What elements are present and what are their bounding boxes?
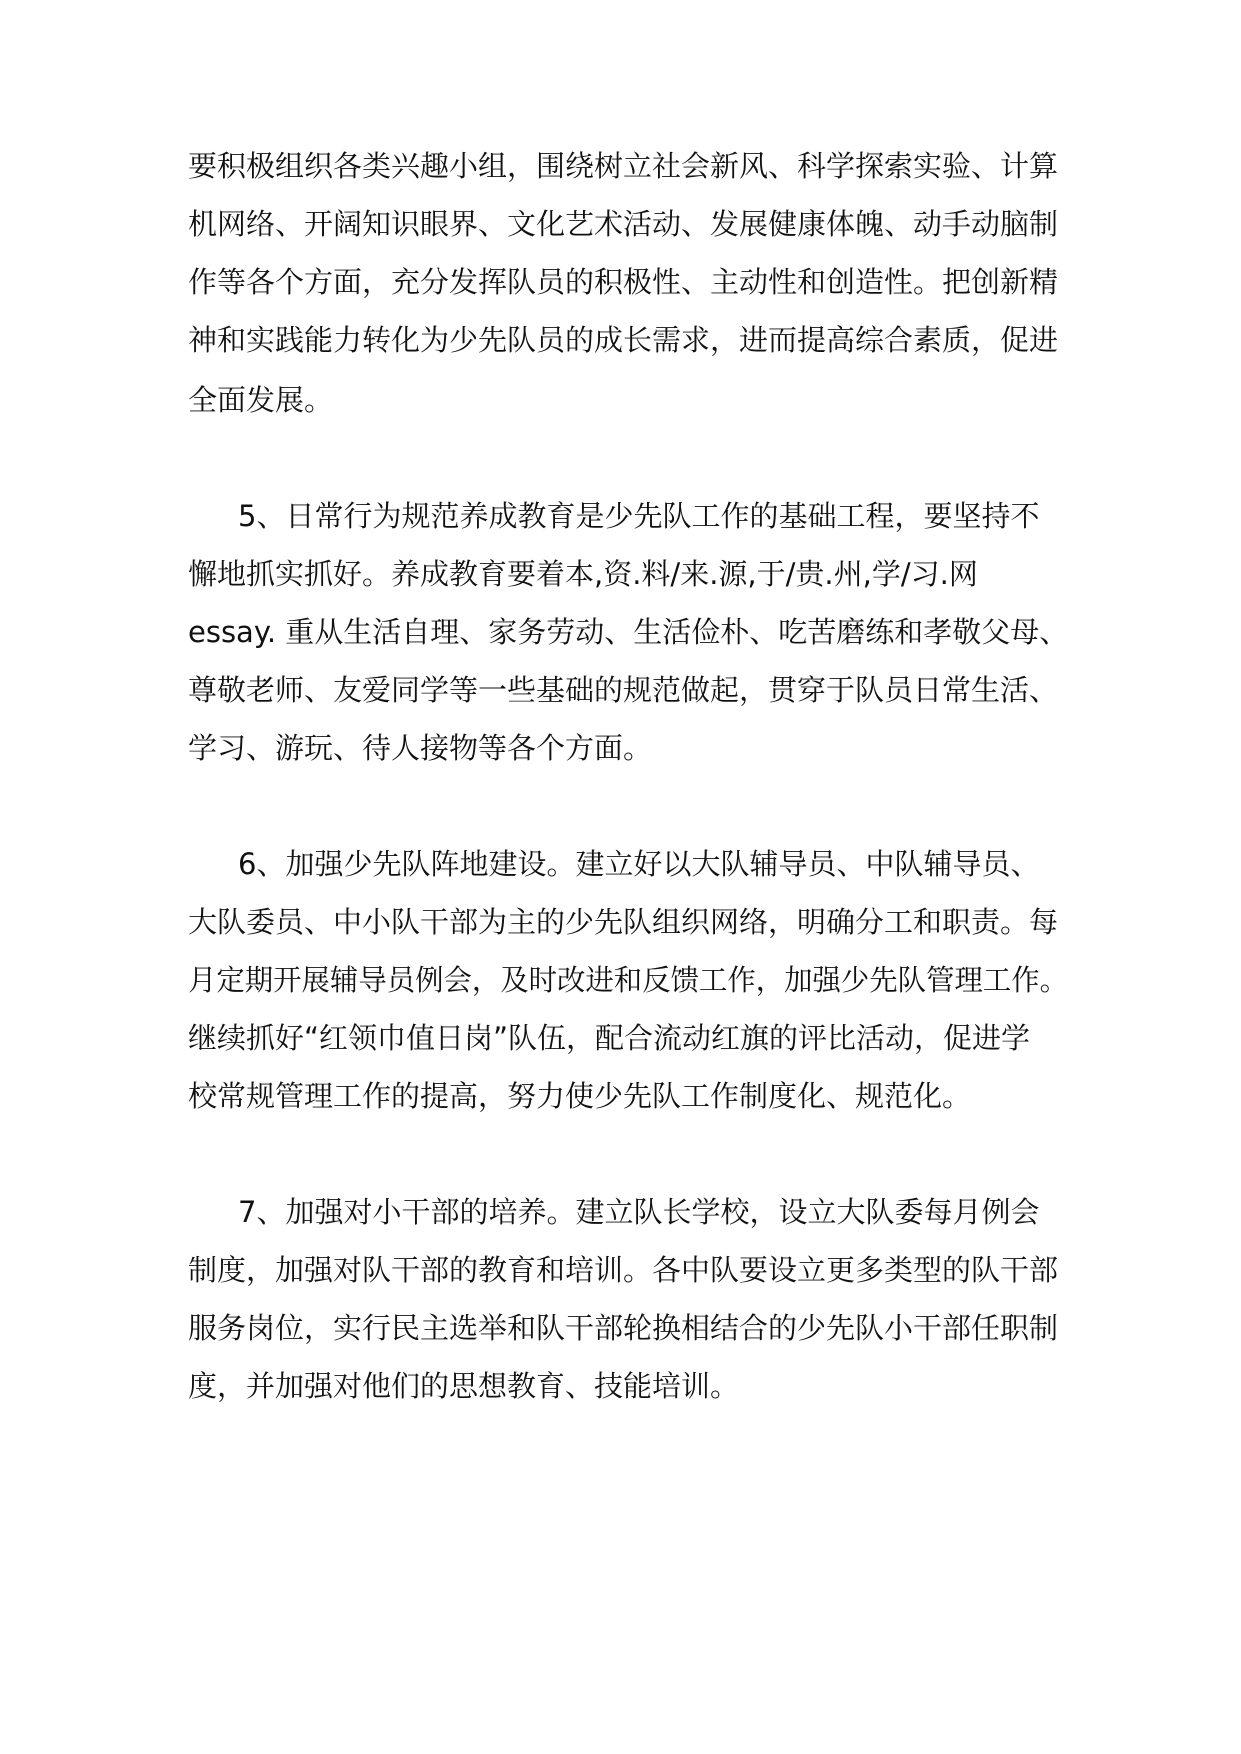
paragraph-line: 校常规管理工作的提高，努力使少先队工作制度化、规范化。 xyxy=(188,1079,972,1113)
paragraph-line: 尊敬老师、友爱同学等一些基础的规范做起，贯穿于队员日常生活、 xyxy=(188,673,1059,707)
paragraph-line: 神和实践能力转化为少先队员的成长需求，进而提高综合素质，促进 xyxy=(188,323,1059,357)
paragraph-line: 月定期开展辅导员例会，及时改进和反馈工作，加强少先队管理工作。 xyxy=(188,963,1069,997)
paragraph-line: 继续抓好“红领巾值日岗”队伍，配合流动红旗的评比活动，促进学 xyxy=(188,1021,1031,1055)
paragraph-line: 学习、游玩、待人接物等各个方面。 xyxy=(188,731,653,765)
paragraph-line: 度，并加强对他们的思想教育、技能培训。 xyxy=(188,1369,740,1403)
paragraph-line: 5、日常行为规范养成教育是少先队工作的基础工程，要坚持不 xyxy=(238,499,1040,533)
paragraph-line: 6、加强少先队阵地建设。建立好以大队辅导员、中队辅导员、 xyxy=(238,847,1040,881)
paragraph-line: 全面发展。 xyxy=(188,383,334,417)
paragraph-line: 服务岗位，实行民主选举和队干部轮换相结合的少先队小干部任职制 xyxy=(188,1311,1059,1345)
paragraph-line: 懈地抓实抓好。养成教育要着本,资.料/来.源,于/贵.州,学/习.网 xyxy=(188,557,978,591)
paragraph-line: 制度，加强对队干部的教育和培训。各中队要设立更多类型的队干部 xyxy=(188,1253,1059,1287)
paragraph-line: 机网络、开阔知识眼界、文化艺术活动、发展健康体魄、动手动脑制 xyxy=(188,207,1059,241)
paragraph-line: 大队委员、中小队干部为主的少先队组织网络，明确分工和职责。每 xyxy=(188,905,1059,939)
paragraph-line: 作等各个方面，充分发挥队员的积极性、主动性和创造性。把创新精 xyxy=(188,265,1059,299)
paragraph-line: 7、加强对小干部的培养。建立队长学校，设立大队委每月例会 xyxy=(238,1195,1040,1229)
paragraph-line: 要积极组织各类兴趣小组，围绕树立社会新风、科学探索实验、计算 xyxy=(188,149,1059,183)
paragraph-line: essay. 重从生活自理、家务劳动、生活俭朴、吃苦磨练和孝敬父母、 xyxy=(188,615,1069,649)
